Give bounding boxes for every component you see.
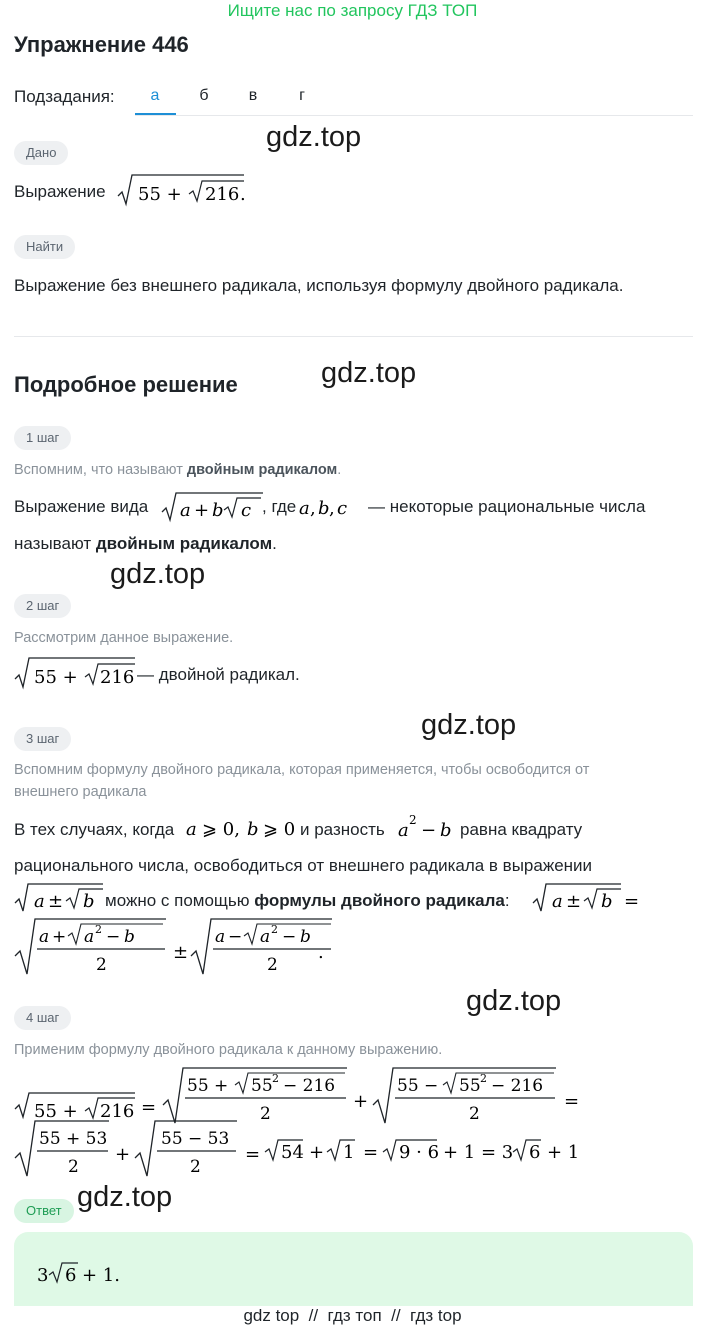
svg-text:+: + — [309, 1142, 325, 1163]
svg-text:±: ± — [48, 891, 64, 912]
svg-text:55 +: 55 + — [34, 667, 78, 688]
svg-text:+ 1.: + 1. — [82, 1265, 120, 1286]
svg-text:.: . — [240, 184, 246, 205]
svg-text:2: 2 — [267, 955, 278, 975]
svg-text:216: 216 — [100, 1101, 135, 1122]
svg-text:a: a — [398, 820, 409, 841]
svg-text:2: 2 — [409, 813, 417, 827]
svg-text:=: = — [363, 1142, 379, 1163]
svg-text:55: 55 — [251, 1076, 273, 1096]
svg-text:2: 2 — [469, 1104, 480, 1124]
step-3-line1-a: В тех случаях, когда — [14, 820, 175, 839]
svg-text:2: 2 — [271, 923, 278, 936]
given-badge: Дано — [14, 141, 68, 165]
svg-text:3: 3 — [37, 1265, 49, 1286]
find-badge: Найти — [14, 235, 75, 259]
svg-text:−: − — [282, 927, 297, 947]
double-radical-definition — [161, 490, 265, 524]
formula-rhs — [13, 916, 333, 978]
svg-text:a: a — [84, 927, 95, 947]
svg-text:,: , — [310, 498, 316, 519]
step-4-hint: Применим формулу двойного радикала к данному выражению. — [14, 1042, 443, 1058]
svg-text:b: b — [601, 891, 613, 912]
section-divider — [14, 336, 693, 337]
svg-text:−: − — [228, 927, 243, 947]
svg-text:±: ± — [173, 942, 189, 963]
svg-text:− 216: − 216 — [283, 1076, 336, 1096]
step-1-hint: Вспомним, что называют двойным радикалом. — [14, 462, 342, 478]
tab-g[interactable]: г — [299, 87, 305, 104]
svg-text:b: b — [300, 927, 311, 947]
solution-title: Подробное решение — [14, 372, 238, 397]
svg-text:6: 6 — [529, 1142, 541, 1163]
tabs-divider — [135, 115, 693, 116]
vars-abc — [297, 494, 365, 522]
step-1-line1-prefix: Выражение вида — [14, 497, 149, 516]
step-3-line1-c: равна квадрату — [460, 820, 583, 839]
svg-text:55 −: 55 − — [397, 1076, 439, 1096]
svg-text:216: 216 — [205, 184, 240, 205]
svg-text:55 +: 55 + — [34, 1101, 78, 1122]
footer-links: gdz top // гдз топ // гдз top — [243, 1306, 462, 1325]
tab-a[interactable]: а — [150, 87, 160, 104]
formula-lhs — [531, 881, 643, 915]
step-2-hint: Рассмотрим данное выражение. — [14, 630, 234, 646]
find-text: Выражение без внешнего радикала, используя формулу двойного радикала. — [14, 276, 624, 295]
tab-v[interactable]: в — [248, 87, 258, 104]
step-2-suffix: — двойной радикал. — [137, 665, 300, 684]
tab-b[interactable]: б — [199, 87, 209, 104]
svg-text:2: 2 — [272, 1072, 279, 1085]
svg-text:+: + — [353, 1091, 369, 1112]
svg-text:=: = — [564, 1091, 580, 1112]
svg-text:+ 1 = 3: + 1 = 3 — [443, 1142, 514, 1163]
difference-expression — [396, 806, 458, 842]
svg-text:b: b — [124, 927, 135, 947]
step-1-line1-tail: — некоторые рациональные числа — [368, 497, 646, 516]
step-3-hint-line2: внешнего радикала — [14, 784, 147, 800]
svg-text:2: 2 — [68, 1157, 79, 1177]
step-3-line1-b: и разность — [300, 820, 385, 839]
svg-text:⩾ 0: ⩾ 0 — [263, 819, 296, 840]
svg-text:55 +: 55 + — [138, 184, 182, 205]
svg-text:±: ± — [566, 891, 582, 912]
svg-text:+: + — [194, 500, 210, 521]
watermark: gdz.top — [77, 1181, 173, 1213]
svg-text:+: + — [52, 927, 67, 947]
answer-expression — [35, 1255, 135, 1289]
svg-text:+: + — [115, 1144, 131, 1165]
svg-text:2: 2 — [260, 1104, 271, 1124]
svg-text:− 216: − 216 — [491, 1076, 544, 1096]
svg-text:=: = — [141, 1097, 157, 1118]
svg-text:⩾ 0,: ⩾ 0, — [202, 819, 240, 840]
svg-text:55 +: 55 + — [187, 1076, 229, 1096]
svg-text:55 − 53: 55 − 53 — [161, 1129, 230, 1149]
watermark: gdz.top — [266, 121, 362, 153]
svg-text:.: . — [318, 942, 324, 962]
condition-expression — [184, 813, 300, 843]
step-3-hint-line1: Вспомним формулу двойного радикала, которая применяется, чтобы освободится от — [14, 762, 590, 778]
svg-text:b: b — [83, 891, 95, 912]
svg-text:a: a — [552, 891, 563, 912]
step-1-line1-suffix: , где — [262, 497, 297, 516]
svg-text:,: , — [329, 498, 335, 519]
svg-text:a: a — [215, 927, 226, 947]
svg-text:2: 2 — [95, 923, 102, 936]
svg-text:−: − — [106, 927, 121, 947]
svg-text:b: b — [212, 500, 224, 521]
promo-banner: Ищите нас по запросу ГДЗ ТОП — [227, 1, 478, 20]
svg-text:=: = — [624, 891, 640, 912]
svg-text:a: a — [34, 891, 45, 912]
watermark: gdz.top — [466, 985, 562, 1017]
svg-text:1: 1 — [343, 1142, 355, 1163]
step-3-line3: можно с помощью формулы двойного радикала: — [105, 891, 510, 910]
watermark: gdz.top — [110, 558, 206, 590]
svg-text:55 + 53: 55 + 53 — [39, 1129, 108, 1149]
svg-text:c: c — [337, 498, 348, 519]
svg-text:a: a — [299, 498, 310, 519]
step-1-badge: 1 шаг — [14, 426, 71, 450]
svg-text:c: c — [241, 500, 252, 521]
step-3-badge: 3 шаг — [14, 727, 71, 751]
step-2-badge: 2 шаг — [14, 594, 71, 618]
radical-a-pm-b — [13, 881, 105, 915]
svg-text:a: a — [39, 927, 50, 947]
step-1-line2: называют двойным радикалом. — [14, 534, 277, 553]
svg-text:54: 54 — [281, 1142, 304, 1163]
watermark: gdz.top — [421, 709, 517, 741]
svg-text:=: = — [245, 1144, 261, 1165]
page-title: Упражнение 446 — [14, 32, 189, 57]
subtasks-label: Подзадания: — [14, 87, 115, 106]
given-text: Выражение — [14, 182, 106, 201]
step-3-line2: рационального числа, освободиться от внешнего радикала в выражении — [14, 856, 593, 875]
svg-text:9 · 6: 9 · 6 — [399, 1142, 440, 1163]
svg-text:−: − — [421, 820, 437, 841]
step-4-badge: 4 шаг — [14, 1006, 71, 1030]
svg-text:b: b — [440, 820, 452, 841]
svg-text:2: 2 — [96, 955, 107, 975]
svg-text:2: 2 — [190, 1157, 201, 1177]
svg-text:a: a — [186, 819, 197, 840]
svg-text:b: b — [247, 819, 259, 840]
answer-badge: Ответ — [14, 1199, 74, 1223]
svg-text:55: 55 — [459, 1076, 481, 1096]
given-expression — [116, 172, 246, 208]
svg-text:a: a — [260, 927, 271, 947]
step-2-expression — [13, 655, 137, 691]
svg-text:+ 1: + 1 — [547, 1142, 580, 1163]
formula-period — [316, 940, 328, 962]
step-4-equation-line2 — [13, 1118, 603, 1180]
active-tab-indicator — [135, 113, 176, 115]
svg-text:6: 6 — [65, 1265, 77, 1286]
svg-text:216: 216 — [100, 667, 135, 688]
svg-text:b: b — [318, 498, 330, 519]
svg-text:a: a — [180, 500, 191, 521]
watermark: gdz.top — [321, 357, 417, 389]
svg-text:2: 2 — [480, 1072, 487, 1085]
